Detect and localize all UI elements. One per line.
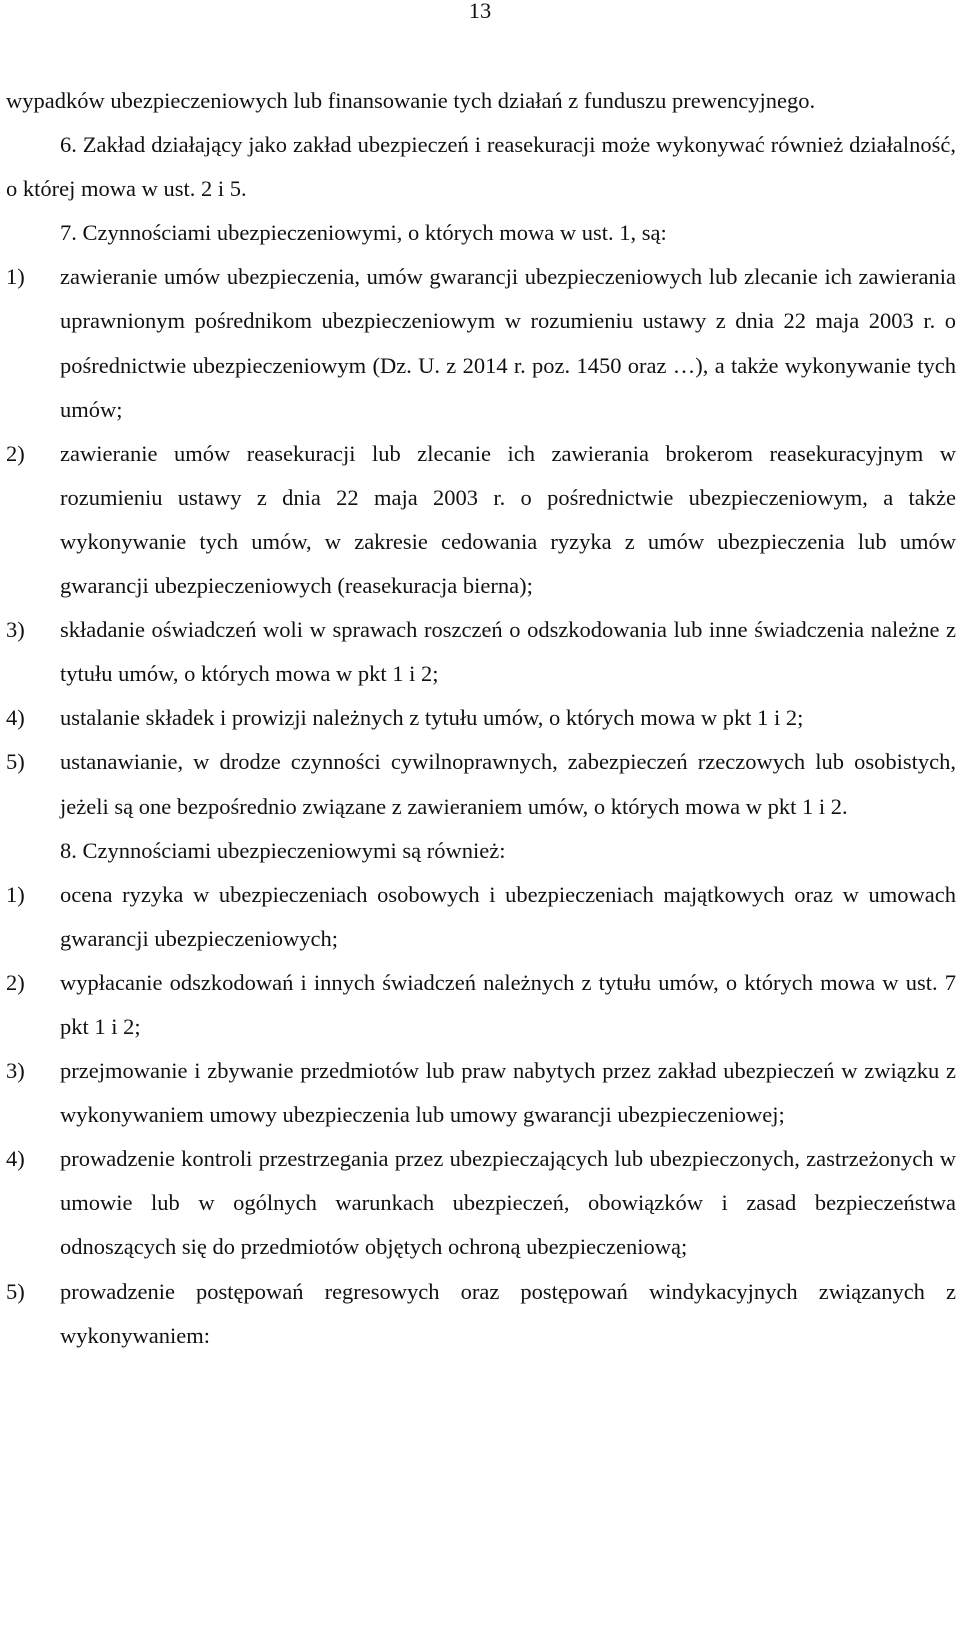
list-item-text: prowadzenie postępowań regresowych oraz postępowań windykacyjnych związanych z wykonywaniem:: [60, 1278, 956, 1348]
list-item-text: składanie oświadczeń woli w sprawach roszczeń o odszkodowania lub inne świadczenia należne z tytułu umów, o których mowa w pkt 1 i 2;: [60, 617, 956, 687]
list-item-number: 3): [6, 617, 25, 643]
paragraph-7: 7. Czynnościami ubezpieczeniowymi, o których mowa w ust. 1, są:: [60, 220, 667, 246]
list-item: [6, 740, 956, 828]
list-item-number: 1): [6, 264, 25, 290]
list-item-number: 3): [6, 1058, 25, 1084]
list-item-text: ocena ryzyka w ubezpieczeniach osobowych i ubezpieczeniach majątkowych oraz w umowach gwarancji ubezpieczeniowych;: [60, 881, 956, 951]
list-item: [6, 1137, 956, 1269]
section-7-list: [6, 255, 956, 828]
page-number: 13: [468, 0, 492, 23]
list-item-text: przejmowanie i zbywanie przedmiotów lub praw nabytych przez zakład ubezpieczeń w związku z wykonywaniem umowy ubezpieczenia lub umowy gwarancji ubezpieczeniowej;: [60, 1058, 956, 1128]
list-item-number: 5): [6, 749, 25, 775]
list-item: [6, 696, 956, 740]
section-8-list: [6, 873, 956, 1358]
list-item: [6, 608, 956, 696]
list-item-text: zawieranie umów reasekuracji lub zlecanie ich zawierania brokerom reasekuracyjnym w rozumieniu ustawy z dnia 22 maja 2003 r. o pośrednictwie ubezpieczeniowym, a także wykonywanie tych umów, w zakresie cedowania ryzyka z umów ubezpieczenia lub umów gwarancji ubezpieczeniowych (reasekuracja bierna);: [60, 440, 956, 599]
list-item-text: wypłacanie odszkodowań i innych świadczeń należnych z tytułu umów, o których mowa w ust. 7 pkt 1 i 2;: [60, 969, 956, 1039]
list-item-text: zawieranie umów ubezpieczenia, umów gwarancji ubezpieczeniowych lub zlecanie ich zawierania uprawnionym pośrednikom ubezpieczeniowym w rozumieniu ustawy z dnia 22 maja 2003 r. o pośrednictwie ubezpieczeniowym (Dz. U. z 2014 r. poz. 1450 oraz …), a także wykonywanie tych umów;: [60, 264, 956, 422]
document-body: [6, 79, 956, 1358]
list-item-number: 2): [6, 969, 25, 995]
list-item-number: 1): [6, 881, 25, 907]
list-item: [6, 432, 956, 608]
list-item-number: 2): [6, 440, 25, 466]
list-item-text: prowadzenie kontroli przestrzegania przez ubezpieczających lub ubezpieczonych, zastrzeżonych w umowie lub w ogólnych warunkach ubezpieczeń, obowiązków i zasad bezpieczeństwa odnoszących się do przedmiotów objętych ochroną ubezpieczeniową;: [60, 1146, 956, 1260]
paragraph-continuation: wypadków ubezpieczeniowych lub finansowanie tych działań z funduszu prewencyjnego.: [6, 88, 816, 113]
list-item-text: ustanawianie, w drodze czynności cywilnoprawnych, zabezpieczeń rzeczowych lub osobistych, jeżeli są one bezpośrednio związane z zawieraniem umów, o których mowa w pkt 1 i 2.: [60, 749, 956, 819]
list-item: [6, 255, 956, 431]
paragraph-6: 6. Zakład działający jako zakład ubezpieczeń i reasekuracji może wykonywać również działalność, o której mowa w ust. 2 i 5.: [6, 132, 956, 202]
list-item-text: ustalanie składek i prowizji należnych z tytułu umów, o których mowa w pkt 1 i 2;: [60, 705, 804, 731]
list-item-number: 5): [6, 1278, 25, 1304]
list-item: [6, 873, 956, 961]
list-item: [6, 1270, 956, 1358]
list-item: [6, 1049, 956, 1137]
list-item-number: 4): [6, 705, 25, 731]
list-item-number: 4): [6, 1146, 25, 1172]
paragraph-8: 8. Czynnościami ubezpieczeniowymi są również:: [60, 837, 506, 863]
list-item: [6, 961, 956, 1049]
